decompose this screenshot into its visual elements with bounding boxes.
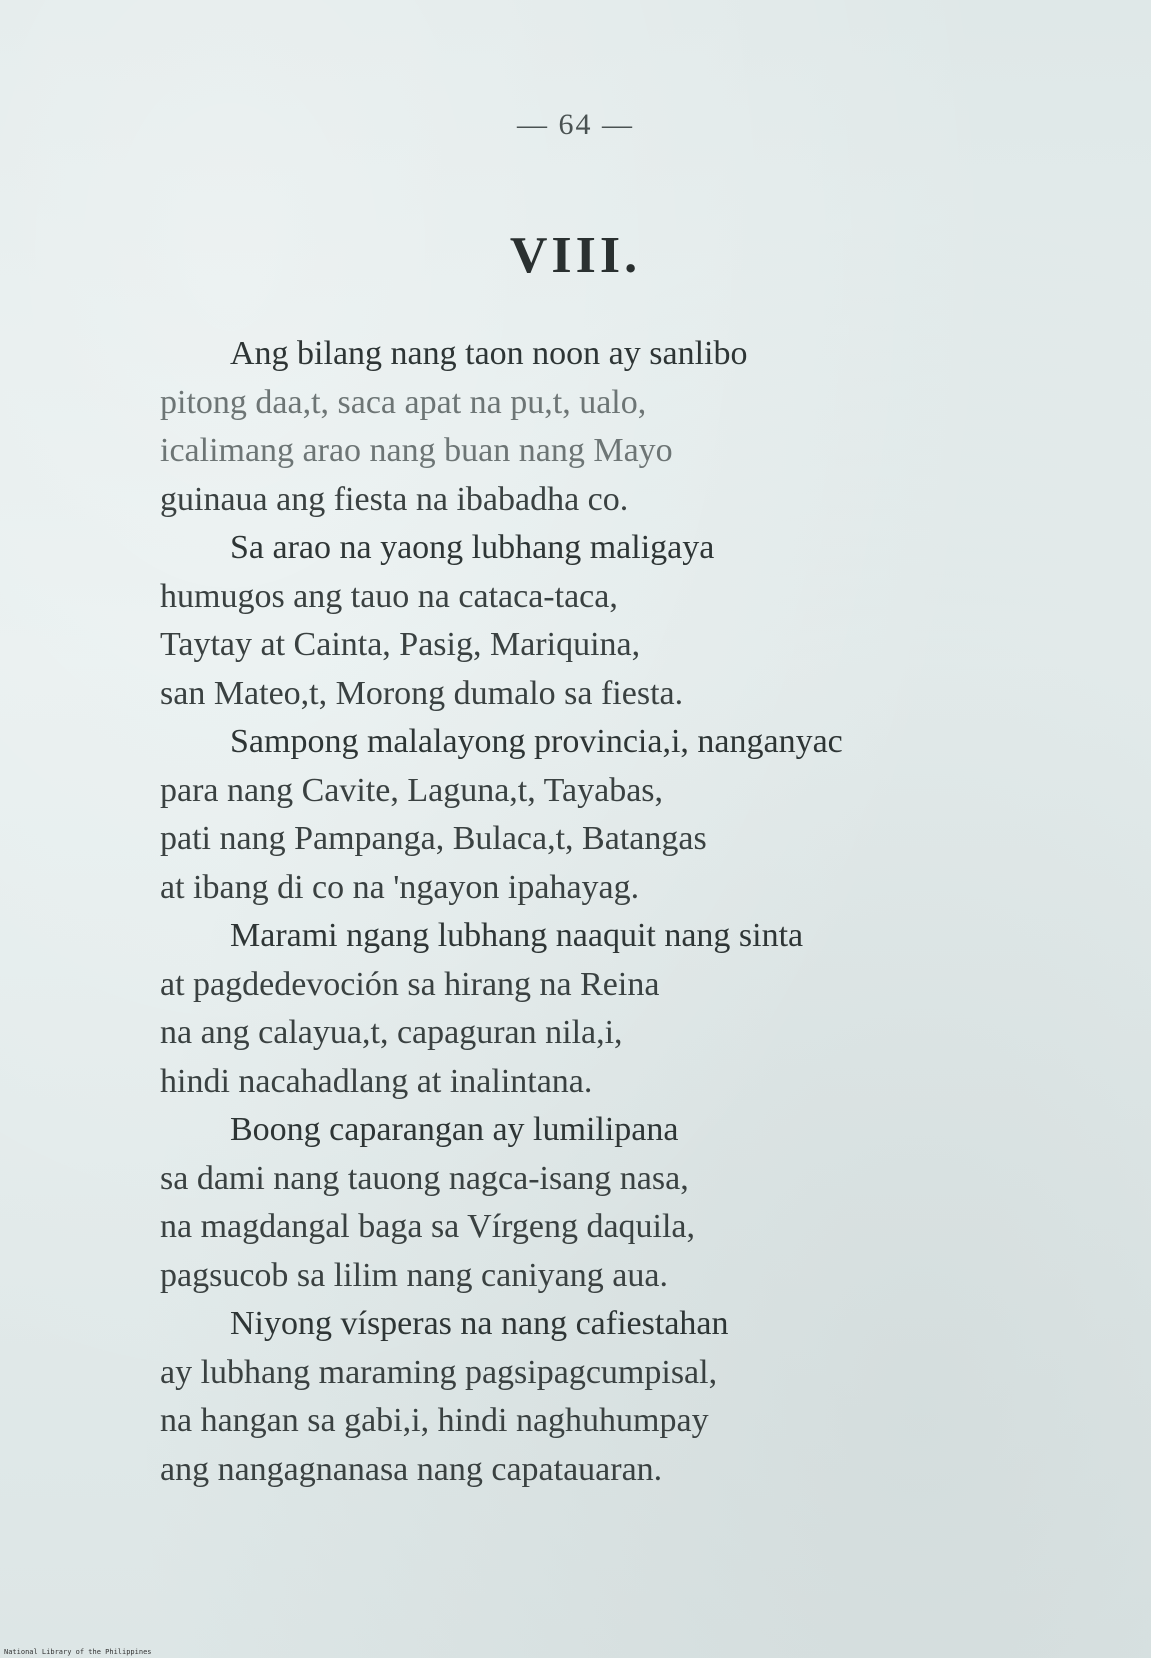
verse-line: san Mateo,t, Morong dumalo sa fiesta. [160,674,684,712]
verse-line: Boong caparangan ay lumilipana [230,1111,679,1148]
verse-line: sa dami nang tauong nagca-isang nasa, [160,1159,689,1197]
verse-line: guinaua ang fiesta na ibabadha co. [160,480,629,518]
verse-line: na magdangal baga sa Vírgeng daquila, [160,1208,696,1245]
verse-line: Sa arao na yaong lubhang maligaya [230,529,715,566]
verse-line: pagsucob sa lilim nang caniyang aua. [160,1256,668,1294]
stanza [160,330,1090,524]
verse-line: pitong daa,t, saca apat na pu,t, ualo, [160,383,647,421]
page-number: — 64 — [517,108,634,141]
verse-line: ang nangagnanasa nang capatauaran. [160,1450,663,1488]
stanza [160,1300,1090,1494]
library-credit: National Library of the Philippines [4,1648,152,1656]
verse-line: na hangan sa gabi,i, hindi naghuhumpay [160,1402,709,1439]
verse-line: at pagdedevoción sa hirang na Reina [160,965,660,1003]
verse-line: hindi nacahadlang at inalintana. [160,1062,593,1100]
stanza [160,718,1090,912]
verse-line: humugos ang tauo na cataca-taca, [160,577,618,615]
verse-line: na ang calayua,t, capaguran nila,i, [160,1014,623,1051]
verse-line: pati nang Pampanga, Bulaca,t, Batangas [160,820,707,857]
stanza [160,524,1090,718]
verse-line: ay lubhang maraming pagsipagcumpisal, [160,1353,718,1391]
verse-line: Sampong malalayong provincia,i, nanganyac [230,723,843,760]
verse-line: icalimang arao nang buan nang Mayo [160,432,673,469]
verse-body [160,330,1090,1494]
verse-line: Taytay at Cainta, Pasig, Mariquina, [160,626,641,663]
stanza [160,912,1090,1106]
stanza [160,1106,1090,1300]
verse-line: at ibang di co na 'ngayon ipahayag. [160,868,640,906]
verse-line: Ang bilang nang taon noon ay sanlibo [230,335,748,372]
verse-line: Marami ngang lubhang naaquit nang sinta [230,917,804,954]
chapter-heading: VIII. [509,227,642,284]
verse-line: para nang Cavite, Laguna,t, Tayabas, [160,771,664,809]
verse-line: Niyong vísperas na nang cafiestahan [230,1305,729,1342]
